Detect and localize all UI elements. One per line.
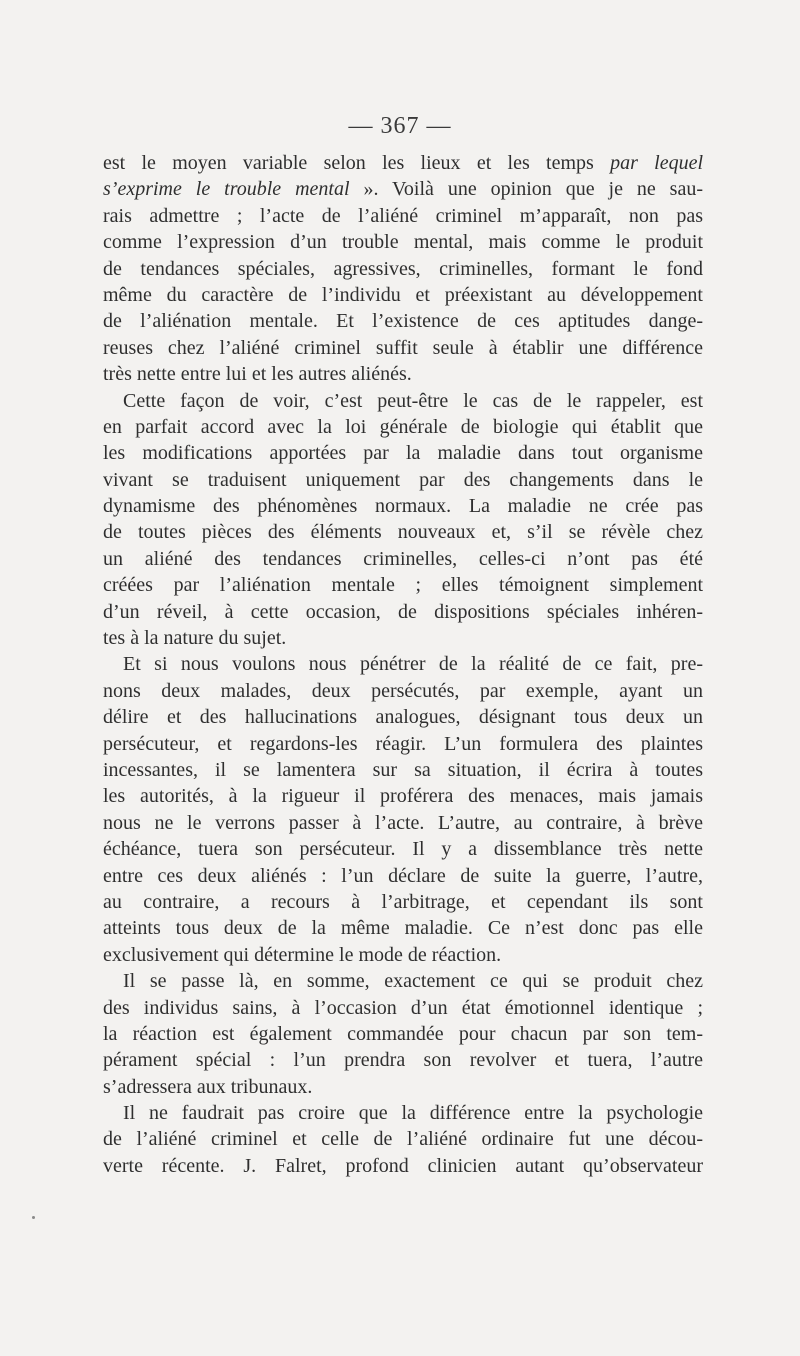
text-line (103, 625, 703, 651)
text-line (103, 1126, 703, 1152)
text-line (103, 836, 703, 862)
text-line (103, 414, 703, 440)
text-line (103, 889, 703, 915)
text-line (103, 388, 703, 414)
text-line (103, 678, 703, 704)
text-run: de l’aliéné criminel et celle de l’aliéné ordinaire fut une décou- (103, 1128, 703, 1151)
text-line (103, 968, 703, 994)
text-run: au contraire, a recours à l’arbitrage, et cependant ils sont (103, 890, 703, 913)
page-number: — 367 — (348, 113, 452, 139)
text-run: nous ne le verrons passer à l’acte. L’autre, au contraire, à brève (103, 811, 703, 834)
text-run: dynamisme des phénomènes normaux. La maladie ne crée pas (103, 495, 703, 518)
italic-text-run: s’exprime le trouble mental (103, 178, 350, 201)
text-run: les autorités, à la rigueur il proférera des menaces, mais jamais (103, 785, 703, 808)
text-line (103, 1047, 703, 1073)
text-run: échéance, tuera son persécuteur. Il y a dissemblance très nette (103, 838, 703, 861)
text-line (103, 599, 703, 625)
text-line (103, 1074, 703, 1100)
text-run: délire et des hallucinations analogues, désignant tous deux un (103, 706, 703, 729)
text-run: même du caractère de l’individu et préexistant au développement (103, 283, 703, 306)
text-run: Il ne faudrait pas croire que la différence entre la psychologie (123, 1102, 703, 1125)
text-run: est le moyen variable selon les lieux et les temps (103, 152, 611, 174)
text-line (103, 651, 703, 677)
text-line (103, 440, 703, 466)
text-run: verte récente. J. Falret, profond clinicien autant qu’observateur (103, 1154, 703, 1177)
text-line (103, 203, 703, 229)
text-run: de l’aliénation mentale. Et l’existence de ces aptitudes dange- (103, 310, 703, 333)
text-run: exclusivement qui détermine le mode de réaction. (103, 943, 502, 966)
text-run: en parfait accord avec la loi générale de biologie qui établit que (103, 415, 703, 438)
text-run: Cette façon de voir, c’est peut-être le cas de le rappeler, est (123, 389, 703, 412)
text-run: reuses chez l’aliéné criminel suffit seule à établir une différence (103, 336, 703, 359)
text-run: les modifications apportées par la maladie dans tout organisme (103, 442, 703, 465)
page-speck (32, 1216, 35, 1219)
text-run: s’adressera aux tribunaux. (103, 1075, 313, 1098)
text-line (103, 467, 703, 493)
text-run: la réaction est également commandée pour chacun par son tem- (103, 1022, 703, 1045)
text-line (103, 176, 703, 202)
text-line (103, 731, 703, 757)
text-line (103, 1153, 703, 1179)
text-run: tes à la nature du sujet. (103, 627, 287, 650)
text-line (103, 995, 703, 1021)
text-line (103, 863, 703, 889)
text-run: pérament spécial : l’un prendra son revolver et tuera, l’autre (103, 1049, 703, 1072)
text-line (103, 704, 703, 730)
text-run: des individus sains, à l’occasion d’un état émotionnel identique ; (103, 996, 703, 1019)
text-run: ». Voilà une opinion que je ne sau- (349, 178, 703, 201)
text-run: persécuteur, et regardons-les réagir. L’un formulera des plaintes (103, 732, 703, 755)
text-run: atteints tous deux de la même maladie. Ce n’est donc pas elle (103, 917, 703, 940)
text-line (103, 493, 703, 519)
text-line (103, 1021, 703, 1047)
text-run: rais admettre ; l’acte de l’aliéné criminel m’apparaît, non pas (103, 204, 703, 227)
text-line (103, 810, 703, 836)
text-line (103, 150, 703, 176)
text-line (103, 546, 703, 572)
text-run: d’un réveil, à cette occasion, de dispositions spéciales inhéren- (103, 600, 703, 623)
text-line (103, 229, 703, 255)
text-run: de toutes pièces des éléments nouveaux et, s’il se révèle chez (103, 521, 703, 544)
text-run: entre ces deux aliénés : l’un déclare de suite la guerre, l’autre, (103, 864, 703, 887)
text-line (103, 757, 703, 783)
text-line (103, 783, 703, 809)
text-line (103, 942, 703, 968)
text-run: vivant se traduisent uniquement par des changements dans le (103, 468, 703, 491)
text-run: très nette entre lui et les autres aliénés. (103, 363, 412, 386)
text-run: créées par l’aliénation mentale ; elles témoignent simplement (103, 574, 703, 597)
text-run: Et si nous voulons nous pénétrer de la réalité de ce fait, pre- (123, 653, 703, 676)
text-line (103, 282, 703, 308)
text-run: comme l’expression d’un trouble mental, mais comme le produit (103, 231, 703, 254)
text-run: Il se passe là, en somme, exactement ce qui se produit chez (123, 970, 703, 993)
text-run: nons deux malades, deux persécutés, par exemple, ayant un (103, 679, 703, 702)
italic-text-run: par lequel (610, 152, 704, 174)
text-line (103, 519, 703, 545)
text-line (103, 308, 703, 334)
text-line (103, 572, 703, 598)
text-line (103, 335, 703, 361)
text-line (103, 256, 703, 282)
text-line (103, 915, 703, 941)
text-line (103, 1100, 703, 1126)
text-run: de tendances spéciales, agressives, criminelles, formant le fond (103, 257, 703, 280)
text-run: un aliéné des tendances criminelles, celles-ci n’ont pas été (103, 547, 703, 570)
body-text (103, 150, 703, 1179)
text-run: incessantes, il se lamentera sur sa situation, il écrira à toutes (103, 758, 703, 781)
text-line (103, 361, 703, 387)
